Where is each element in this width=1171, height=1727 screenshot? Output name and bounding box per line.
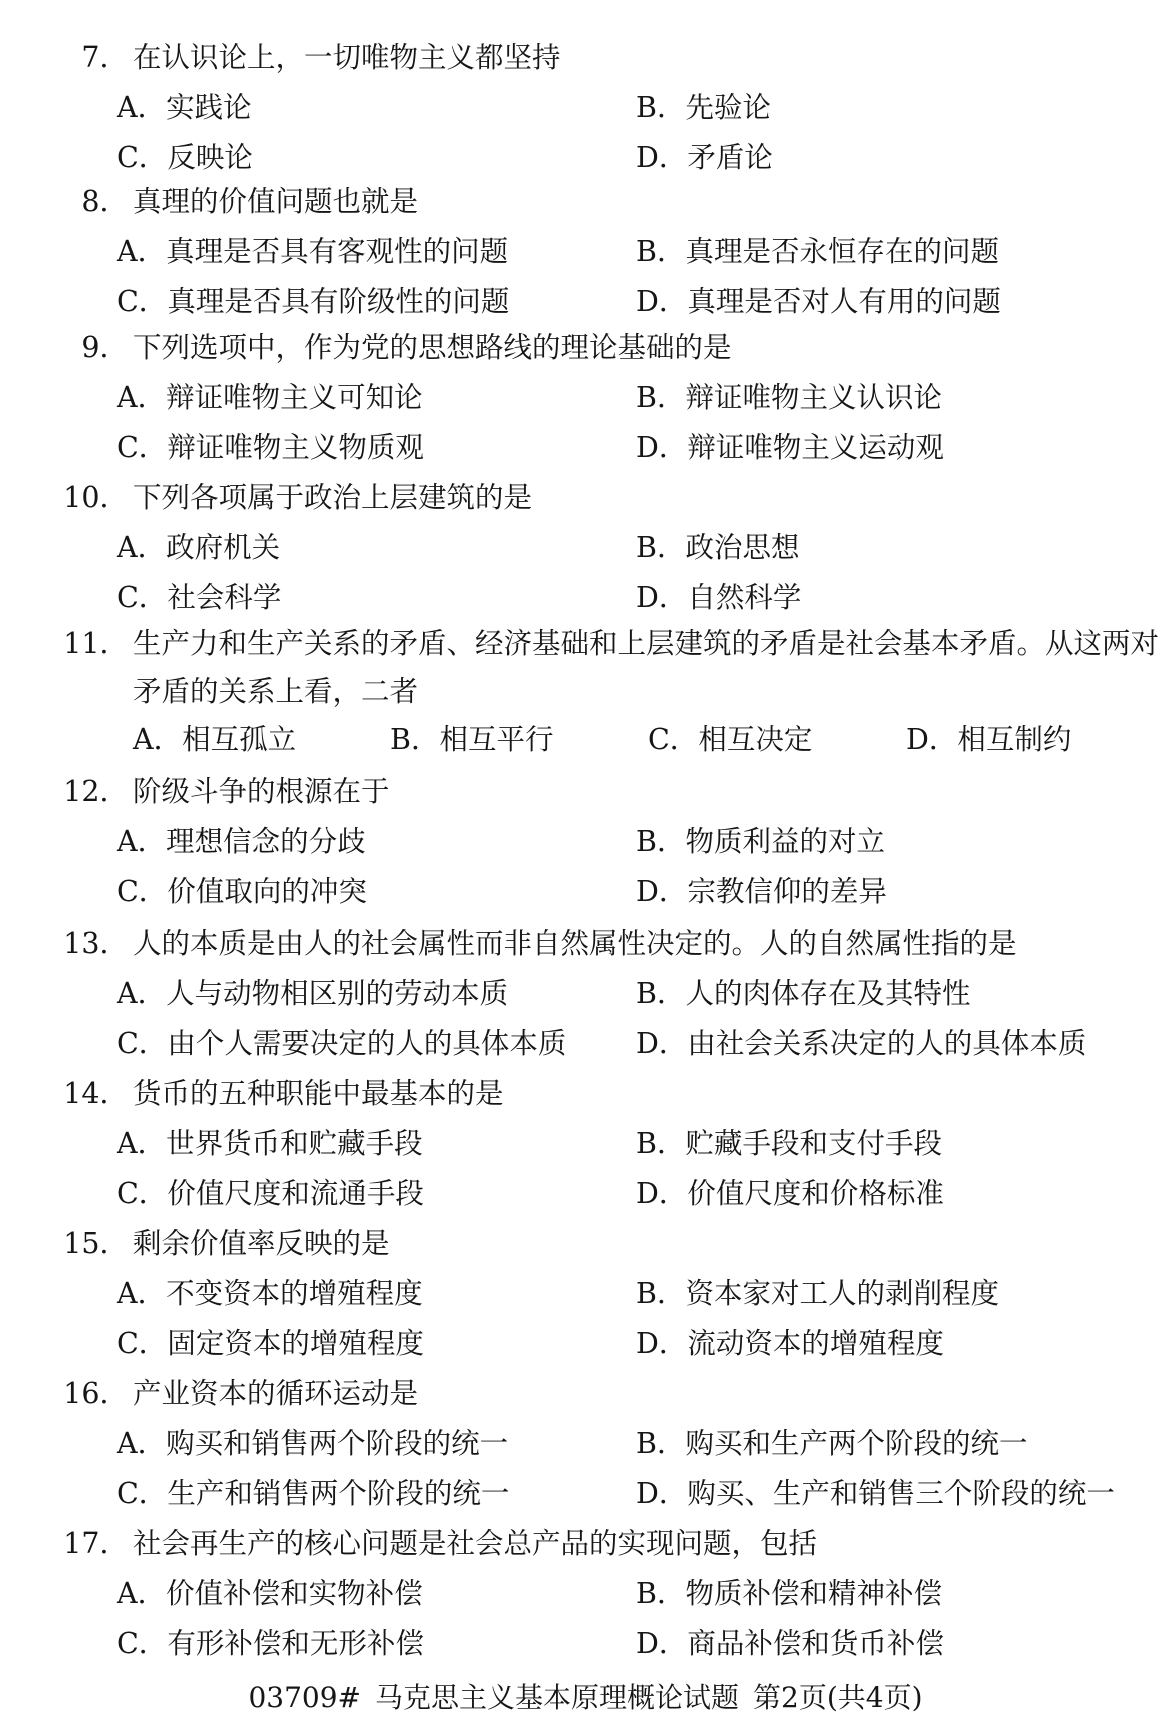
option-B — [636, 1426, 1027, 1462]
option-A — [117, 1126, 423, 1162]
option-C — [117, 1626, 424, 1662]
option-text: 辩证唯物主义运动观 — [687, 431, 944, 464]
text-line — [0, 380, 1171, 426]
option-text: 价值尺度和流通手段 — [167, 1177, 424, 1210]
option-C — [117, 1326, 424, 1362]
option-text: 实践论 — [166, 91, 252, 124]
text-line — [0, 874, 1171, 920]
option-text: 真理是否永恒存在的问题 — [685, 235, 999, 268]
option-text: 世界货币和贮藏手段 — [166, 1127, 423, 1160]
footer-page-info: 第2页(共4页) — [753, 1681, 923, 1714]
option-letter: D． — [636, 1627, 688, 1660]
text-line — [0, 722, 1171, 768]
option-text: 由个人需要决定的人的具体本质 — [167, 1027, 567, 1060]
text-line — [0, 90, 1171, 136]
text-line — [0, 40, 1171, 86]
option-letter: B． — [390, 723, 440, 756]
option-text: 价值尺度和价格标准 — [687, 1177, 944, 1210]
option-C — [117, 1026, 566, 1062]
question-text: 下列选项中，作为党的思想路线的理论基础的是 — [133, 331, 732, 364]
option-C — [117, 1176, 424, 1212]
option-letter: B． — [636, 825, 686, 858]
option-letter: D． — [636, 285, 688, 318]
option-B — [636, 1126, 942, 1162]
option-letter: A． — [117, 381, 167, 414]
option-letter: C． — [117, 1327, 168, 1360]
question-number: 10． — [63, 481, 128, 514]
option-text: 购买和销售两个阶段的统一 — [166, 1427, 509, 1460]
option-letter: B． — [636, 91, 686, 124]
text-line — [0, 1376, 1171, 1422]
option-letter: A． — [117, 1577, 167, 1610]
option-D — [636, 1476, 1115, 1512]
text-line — [0, 774, 1171, 820]
option-D — [636, 1626, 944, 1662]
option-letter: C． — [117, 1177, 168, 1210]
text-line — [0, 1026, 1171, 1072]
option-text: 先验论 — [685, 91, 771, 124]
text-line — [0, 184, 1171, 230]
option-letter: D． — [636, 431, 688, 464]
option-letter: B． — [636, 977, 686, 1010]
option-text: 价值取向的冲突 — [167, 875, 367, 908]
text-line — [0, 580, 1171, 626]
text-line — [0, 1326, 1171, 1372]
text-line — [0, 140, 1171, 186]
option-C — [117, 874, 367, 910]
option-letter: A． — [117, 1427, 167, 1460]
option-text: 由社会关系决定的人的具体本质 — [687, 1027, 1087, 1060]
option-letter: D． — [906, 723, 958, 756]
question-text: 货币的五种职能中最基本的是 — [133, 1077, 504, 1110]
option-A — [117, 234, 508, 270]
text-line — [0, 530, 1171, 576]
option-D — [636, 430, 944, 466]
option-D — [636, 1026, 1086, 1062]
option-letter: A． — [117, 825, 167, 858]
text-line — [0, 1076, 1171, 1122]
option-text: 辩证唯物主义可知论 — [166, 381, 423, 414]
option-D — [636, 874, 887, 910]
option-letter: A． — [117, 1277, 167, 1310]
text-line — [0, 330, 1171, 376]
option-letter: D． — [636, 1477, 688, 1510]
option-A — [117, 1276, 423, 1312]
option-text: 流动资本的增殖程度 — [687, 1327, 944, 1360]
option-D — [636, 1176, 944, 1212]
option-letter: C． — [117, 1627, 168, 1660]
text-line — [0, 1476, 1171, 1522]
question-text: 阶级斗争的根源在于 — [133, 775, 390, 808]
option-C — [648, 722, 812, 758]
option-text: 物质补偿和精神补偿 — [685, 1577, 942, 1610]
text-line — [0, 1226, 1171, 1272]
question-text: 人的本质是由人的社会属性而非自然属性决定的。人的自然属性指的是 — [133, 927, 1017, 960]
option-text: 贮藏手段和支付手段 — [685, 1127, 942, 1160]
page-footer — [0, 1680, 1171, 1716]
text-line — [0, 824, 1171, 870]
option-letter: C． — [648, 723, 699, 756]
option-letter: C． — [117, 875, 168, 908]
option-text: 购买、生产和销售三个阶段的统一 — [687, 1477, 1115, 1510]
option-A — [133, 722, 296, 758]
question-number: 8． — [81, 185, 128, 218]
option-text: 相互孤立 — [182, 723, 297, 756]
option-letter: B． — [636, 1127, 686, 1160]
option-letter: A． — [133, 723, 183, 756]
text-line — [0, 1576, 1171, 1622]
option-A — [117, 824, 366, 860]
option-B — [636, 234, 999, 270]
text-line — [0, 674, 1171, 720]
question-text: 在认识论上，一切唯物主义都坚持 — [133, 41, 561, 74]
option-text: 人的肉体存在及其特性 — [685, 977, 971, 1010]
question-text: 产业资本的循环运动是 — [133, 1377, 419, 1410]
option-A — [117, 1426, 508, 1462]
option-text: 矛盾论 — [687, 141, 773, 174]
option-letter: A． — [117, 977, 167, 1010]
text-line — [0, 1276, 1171, 1322]
option-letter: B． — [636, 381, 686, 414]
option-text: 相互平行 — [439, 723, 554, 756]
option-B — [636, 824, 885, 860]
option-A — [117, 976, 508, 1012]
option-letter: B． — [636, 1277, 686, 1310]
option-B — [636, 90, 771, 126]
text-line — [0, 926, 1171, 972]
text-line — [0, 1426, 1171, 1472]
option-letter: A． — [117, 531, 167, 564]
option-text: 辩证唯物主义认识论 — [685, 381, 942, 414]
option-text: 有形补偿和无形补偿 — [167, 1627, 424, 1660]
footer-exam-code: 03709# — [248, 1681, 362, 1714]
option-letter: A． — [117, 91, 167, 124]
question-number: 17． — [63, 1527, 128, 1560]
option-text: 辩证唯物主义物质观 — [167, 431, 424, 464]
text-line — [0, 480, 1171, 526]
option-text: 资本家对工人的剥削程度 — [685, 1277, 999, 1310]
option-D — [636, 580, 801, 616]
option-text: 真理是否对人有用的问题 — [687, 285, 1001, 318]
option-letter: C． — [117, 431, 168, 464]
text-line — [0, 1626, 1171, 1672]
option-text: 购买和生产两个阶段的统一 — [685, 1427, 1028, 1460]
footer-exam-title: 马克思主义基本原理概论试题 — [375, 1681, 740, 1714]
question-number: 9． — [81, 331, 128, 364]
option-text: 反映论 — [167, 141, 253, 174]
question-text: 社会再生产的核心问题是社会总产品的实现问题，包括 — [133, 1527, 818, 1560]
question-number: 16． — [63, 1377, 128, 1410]
option-text: 政治思想 — [685, 531, 800, 564]
question-number: 11． — [63, 627, 128, 660]
text-line — [0, 234, 1171, 280]
option-text: 真理是否具有客观性的问题 — [166, 235, 509, 268]
option-B — [636, 1576, 942, 1612]
option-text: 理想信念的分歧 — [166, 825, 366, 858]
option-text: 不变资本的增殖程度 — [166, 1277, 423, 1310]
option-letter: D． — [636, 1177, 688, 1210]
option-letter: D． — [636, 1327, 688, 1360]
question-number: 12． — [63, 775, 128, 808]
option-text: 相互决定 — [698, 723, 813, 756]
option-D — [636, 284, 1001, 320]
option-B — [390, 722, 553, 758]
question-text: 生产力和生产关系的矛盾、经济基础和上层建筑的矛盾是社会基本矛盾。从这两对 — [133, 627, 1160, 660]
option-text: 商品补偿和货币补偿 — [687, 1627, 944, 1660]
option-A — [117, 1576, 423, 1612]
option-A — [117, 380, 423, 416]
option-letter: C． — [117, 1027, 168, 1060]
option-A — [117, 90, 252, 126]
option-letter: B． — [636, 531, 686, 564]
option-text: 生产和销售两个阶段的统一 — [167, 1477, 510, 1510]
option-C — [117, 430, 424, 466]
option-text: 自然科学 — [687, 581, 802, 614]
option-C — [117, 284, 509, 320]
option-letter: D． — [636, 141, 688, 174]
option-text: 人与动物相区别的劳动本质 — [166, 977, 509, 1010]
question-text: 真理的价值问题也就是 — [133, 185, 419, 218]
option-C — [117, 140, 253, 176]
option-A — [117, 530, 280, 566]
question-text: 下列各项属于政治上层建筑的是 — [133, 481, 533, 514]
option-B — [636, 1276, 999, 1312]
option-text: 价值补偿和实物补偿 — [166, 1577, 423, 1610]
text-line — [0, 1526, 1171, 1572]
option-letter: D． — [636, 875, 688, 908]
option-letter: A． — [117, 1127, 167, 1160]
question-text: 矛盾的关系上看，二者 — [133, 675, 419, 708]
option-B — [636, 976, 970, 1012]
option-letter: C． — [117, 581, 168, 614]
option-letter: B． — [636, 1577, 686, 1610]
question-number: 13． — [63, 927, 128, 960]
text-line — [0, 284, 1171, 330]
option-text: 宗教信仰的差异 — [687, 875, 887, 908]
question-number: 7． — [81, 41, 128, 74]
option-D — [906, 722, 1071, 758]
option-letter: D． — [636, 1027, 688, 1060]
option-letter: B． — [636, 1427, 686, 1460]
text-line — [0, 626, 1171, 672]
option-text: 固定资本的增殖程度 — [167, 1327, 424, 1360]
question-text: 剩余价值率反映的是 — [133, 1227, 390, 1260]
option-letter: B． — [636, 235, 686, 268]
option-C — [117, 1476, 509, 1512]
text-line — [0, 430, 1171, 476]
text-line — [0, 976, 1171, 1022]
option-text: 真理是否具有阶级性的问题 — [167, 285, 510, 318]
option-B — [636, 380, 942, 416]
text-line — [0, 1126, 1171, 1172]
option-C — [117, 580, 281, 616]
option-B — [636, 530, 799, 566]
option-D — [636, 1326, 944, 1362]
question-number: 15． — [63, 1227, 128, 1260]
option-letter: D． — [636, 581, 688, 614]
option-text: 政府机关 — [166, 531, 281, 564]
option-text: 物质利益的对立 — [685, 825, 885, 858]
option-text: 相互制约 — [957, 723, 1072, 756]
question-number: 14． — [63, 1077, 128, 1110]
option-letter: C． — [117, 1477, 168, 1510]
option-D — [636, 140, 773, 176]
option-text: 社会科学 — [167, 581, 282, 614]
option-letter: C． — [117, 285, 168, 318]
option-letter: A． — [117, 235, 167, 268]
option-letter: C． — [117, 141, 168, 174]
text-line — [0, 1176, 1171, 1222]
